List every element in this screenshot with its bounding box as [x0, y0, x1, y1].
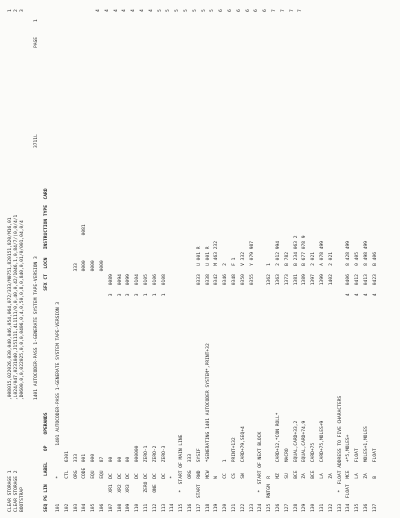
listing-line: 101 * 1401 AUTOCODER-PASS 1-GENERATE SYSTEM TAPE-VERSION 3 [56, 301, 61, 512]
listing-line: 102 CTL 6301 [64, 451, 70, 512]
listing-line: 109 XR3 DC 00 3 0099 [126, 274, 132, 512]
card-number: 3 [20, 9, 25, 12]
listing-line: 115 * START OF MAIN LINE [179, 434, 185, 512]
listing-line: 136 ZA MOLES+1,MOLES 4 0413 8 498 499 [364, 240, 369, 512]
card-mark: 7 [289, 9, 295, 12]
card-mark: 4 [96, 9, 101, 12]
card-numbers [8, 0, 36, 12]
listing-line: 126 MZ CARD+12,*CON ROLL* 1363 2 012 994 [276, 240, 281, 512]
listing-line: 118 MCW *GENERATING 1401 AUTOCODER SYSTEM*,PRINT+32 0338 U 001 R [205, 246, 211, 512]
card-mark: 6 [254, 9, 260, 12]
listing-line: 135 LA FLOAT 4 0412 0 405 [355, 252, 361, 512]
card-mark: 5 [192, 9, 198, 12]
card-mark: 5 [157, 9, 163, 12]
listing-line: 137 B FLOAT 4 0423 B 406 [372, 252, 378, 512]
code-line: ,D0600,0,0,022025,0,0,0,0406,0,4,0,50,0,8,0,840,0,01/0/001,04,0/4 [20, 220, 25, 400]
listing-title: 1401 AUTOCODER-PASS 1-GENERATE SYSTEM TAPE-VERSION 3 [34, 256, 39, 400]
listing-line: 113 DC ZERO-3 1 0108 [161, 274, 167, 512]
card-number: 2 [14, 9, 19, 12]
listing-line: 121 CS PRINT+132 0348 F 1 [232, 257, 237, 512]
code-line: ,L024/047,0231040,J151111,4L1111/0,0,40,0,42/1046,1,0,84/7/(0,0/4/1 [14, 214, 19, 400]
listing-line: 106 EQU 87 0000 [100, 260, 105, 512]
listing-line: 120 CC 1 0346 2 [223, 263, 229, 512]
listing-line: 116 ORG 333 [188, 453, 193, 512]
card-mark: 5 [175, 9, 181, 12]
card-mark: 7 [272, 9, 277, 12]
listing-line: 122 SW CARD+79,SEQ+4 0350 V 332 [240, 252, 246, 512]
card-mark: 4 [131, 9, 137, 12]
listing-line: 114 * [170, 476, 176, 512]
card-mark: 7 [298, 9, 304, 12]
title-ref: 3711L [34, 134, 39, 148]
storage-labels [8, 470, 36, 512]
listing-line: 130 BCE CARD+75 1397 2 021 [311, 252, 317, 512]
listing-line: 112 ONE DC ZERO-2 1 0106 [152, 274, 158, 512]
listing-line: 117 START RWD SYSIF 0333 U 001 R [196, 246, 202, 512]
listing-line: 125 RNTGM R 1362 1 [267, 263, 273, 512]
code-line: ,008015,022026,030,040,046,054,064,072/333/M0751,820151,820/M16,01 [8, 217, 13, 400]
listing-line: 129 ZA EQUAL,CARD+74,9 1389 B 677 078 9 [302, 235, 308, 512]
listing-line: 128 BCE EQUAL,CARD+33,2 1381 B 234 063 2 [293, 235, 299, 512]
page-label: PAGE [34, 36, 39, 48]
listing-line: 105 EQU 000 0000 [91, 260, 97, 512]
card-mark: 5 [166, 9, 172, 12]
listing-line: 132 ZA 1402 2 021 [328, 252, 334, 512]
listing-line: 127 SU MACRO 1373 B 782 [284, 252, 290, 512]
card-mark: 4 [140, 9, 145, 12]
card-mark: 5 [184, 9, 189, 12]
header-label: BOOTSTRAP [20, 487, 25, 512]
listing-line: 108 XR2 DC 00 3 0094 [117, 274, 123, 512]
page-number: 1 [34, 19, 39, 22]
card-mark: 6 [263, 9, 269, 12]
card-mark: 7 [280, 9, 286, 12]
listing-line: 111 ZERO DC ZERO-1 1 0105 [144, 274, 149, 512]
listing-line: 104 CODE 001 0000 0081 [82, 224, 88, 512]
listing-line: 107 XR1 DC 00 3 0089 [108, 274, 114, 512]
card-mark: 6 [228, 9, 233, 12]
card-mark: 6 [245, 9, 251, 12]
header-label: CLEAR STORAGE 2 [14, 470, 19, 512]
listing-line: 131 LA CARD+75,MOLES+9 1399 A 078 499 [320, 240, 325, 512]
card-mark: 6 [219, 9, 225, 12]
listing-line: 110 DC 000000 3 0104 [135, 274, 141, 512]
card-mark: 6 [236, 9, 242, 12]
card-mark: 4 [113, 9, 119, 12]
card-mark: 5 [201, 9, 207, 12]
listing-line: 119 W 0342 M 463 232 [214, 240, 220, 512]
listing-line: 103 ORG 333 333 [73, 263, 79, 512]
listing-line: 124 * START OF NEXT BLOCK [258, 431, 264, 512]
bootstrap-code [8, 214, 36, 400]
card-mark: 4 [122, 9, 128, 12]
card-number: 1 [8, 9, 13, 12]
column-headers: SEQ PG LIN LABEL OP OPERANDS SFX CT LOCN INSTRUCTION TYPE CARD [44, 188, 49, 512]
listing-line: 133 * FLOAT ADDRESS TO FIVE CHARACTERS [337, 395, 343, 512]
card-mark: 4 [148, 9, 154, 12]
listing-line: 134 FLOAT MCE +*5,MOLES+ 4 0406 8 428 499 [346, 240, 352, 512]
header-label: CLEAR STORAGE 1 [8, 470, 13, 512]
card-mark: 4 [104, 9, 110, 12]
listing-line: 123 0355 Y 079 987 [249, 240, 255, 512]
card-mark: 5 [210, 9, 216, 12]
